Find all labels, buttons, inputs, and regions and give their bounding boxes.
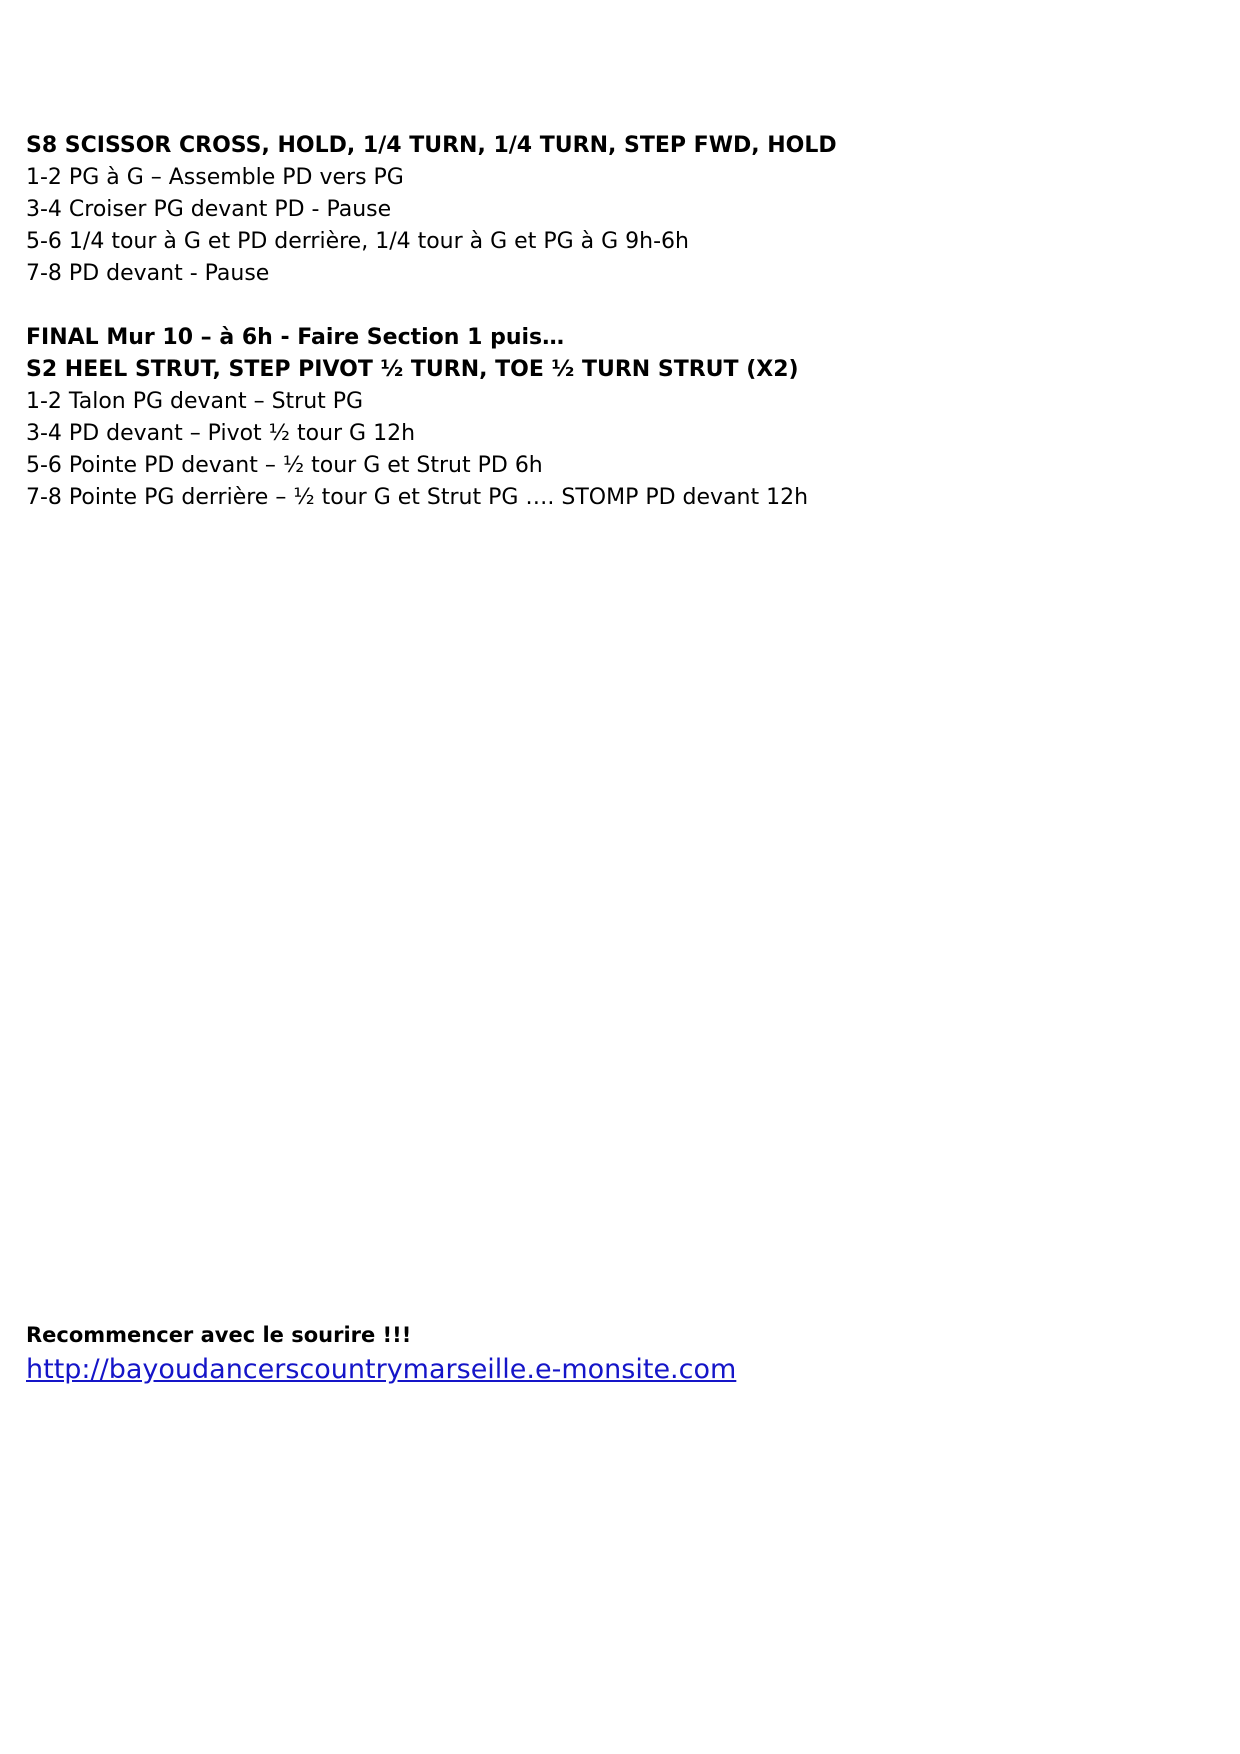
section-s8 [26, 130, 1206, 290]
website-link[interactable]: http://bayoudancerscountrymarseille.e-monsite.com [26, 1354, 737, 1385]
final-intro: FINAL Mur 10 – à 6h - Faire Section 1 puis… [26, 325, 565, 350]
footer [26, 1320, 1206, 1390]
section-heading: S8 SCISSOR CROSS, HOLD, 1/4 TURN, 1/4 TURN, STEP FWD, HOLD [26, 133, 837, 158]
step-line: 3-4 PD devant – Pivot ½ tour G 12h [26, 421, 416, 446]
step-line: 5-6 1/4 tour à G et PD derrière, 1/4 tour à G et PG à G 9h-6h [26, 229, 689, 254]
step-line: 1-2 PG à G – Assemble PD vers PG [26, 165, 404, 190]
step-line: 3-4 Croiser PG devant PD - Pause [26, 197, 392, 222]
step-line: 7-8 PD devant - Pause [26, 261, 270, 286]
step-line: 1-2 Talon PG devant – Strut PG [26, 389, 364, 414]
step-line: 7-8 Pointe PG derrière – ½ tour G et Strut PG …. STOMP PD devant 12h [26, 485, 809, 510]
section-heading: S2 HEEL STRUT, STEP PIVOT ½ TURN, TOE ½ TURN STRUT (X2) [26, 357, 799, 382]
closing-note: Recommencer avec le sourire !!! [26, 1323, 412, 1347]
section-final [26, 322, 1206, 514]
step-line: 5-6 Pointe PD devant – ½ tour G et Strut PD 6h [26, 453, 543, 478]
